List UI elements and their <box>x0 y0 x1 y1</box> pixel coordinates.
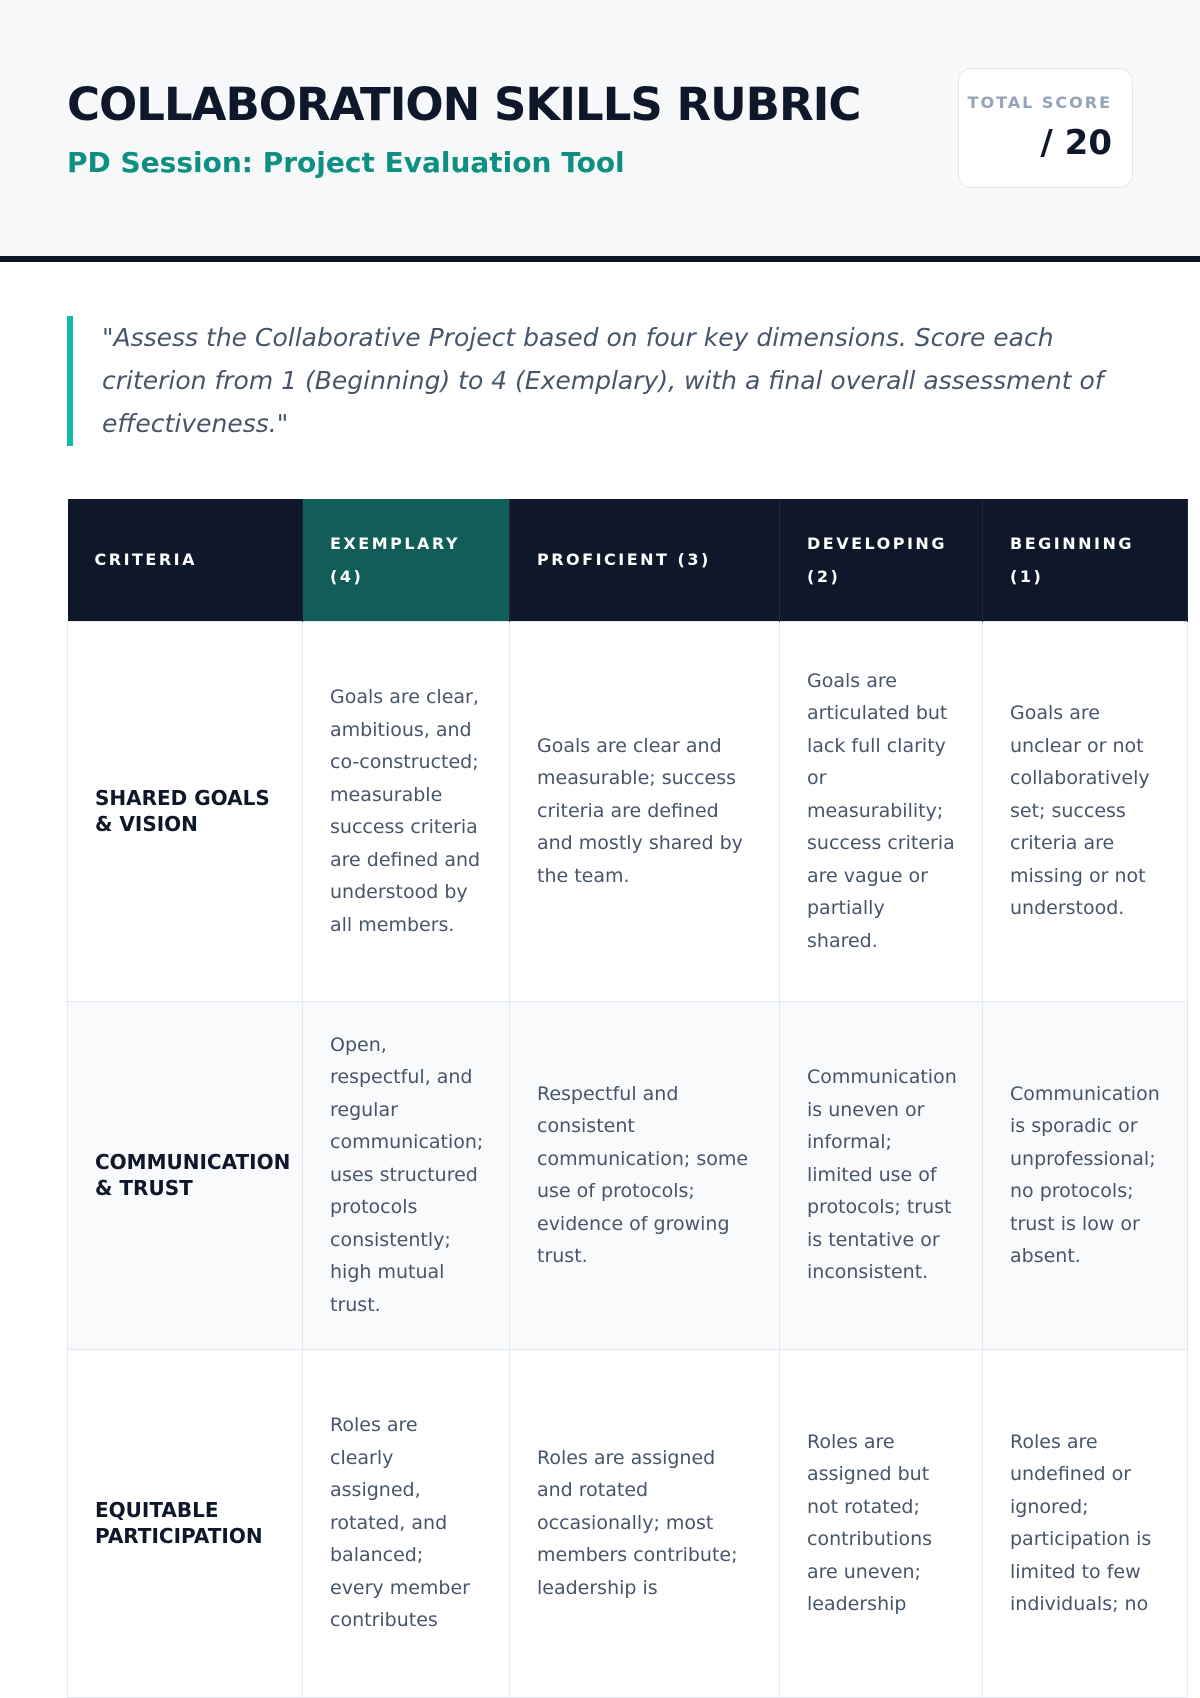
header-proficient: PROFICIENT (3) <box>510 499 780 621</box>
criteria-cell: EQUITABLE PARTICIPATION <box>68 1349 303 1697</box>
total-score-label: TOTAL SCORE <box>967 93 1112 112</box>
total-score-value: / 20 <box>1040 123 1112 163</box>
intro-quote <box>67 316 1127 446</box>
criteria-cell: COMMUNICATION & TRUST <box>68 1001 303 1349</box>
developing-cell: Roles are assigned but not rotated; contributions are uneven; leadership <box>780 1349 983 1697</box>
table-row <box>68 1001 1188 1349</box>
criteria-cell: SHARED GOALS & VISION <box>68 621 303 1001</box>
header-developing: DEVELOPING (2) <box>780 499 983 621</box>
header-criteria: CRITERIA <box>68 499 303 621</box>
table-row <box>68 621 1188 1001</box>
table-row <box>68 1349 1188 1697</box>
page-subtitle: PD Session: Project Evaluation Tool <box>67 146 625 179</box>
proficient-cell: Goals are clear and measurable; success criteria are defined and mostly shared by the team. <box>510 621 780 1001</box>
developing-cell: Goals are articulated but lack full clarity or measurability; success criteria are vague or partially shared. <box>780 621 983 1001</box>
exemplary-cell: Roles are clearly assigned, rotated, and balanced; every member contributes <box>303 1349 510 1697</box>
proficient-cell: Respectful and consistent communication; some use of protocols; evidence of growing trust. <box>510 1001 780 1349</box>
beginning-cell: Roles are undefined or ignored; participation is limited to few individuals; no <box>983 1349 1188 1697</box>
total-score-box <box>958 68 1133 188</box>
proficient-cell: Roles are assigned and rotated occasionally; most members contribute; leadership is <box>510 1349 780 1697</box>
rubric-header-row <box>68 499 1188 621</box>
exemplary-cell: Goals are clear, ambitious, and co-constructed; measurable success criteria are defined and understood by all members. <box>303 621 510 1001</box>
developing-cell: Communication is uneven or informal; limited use of protocols; trust is tentative or inconsistent. <box>780 1001 983 1349</box>
rubric-table <box>67 499 1188 1698</box>
beginning-cell: Goals are unclear or not collaboratively set; success criteria are missing or not understood. <box>983 621 1188 1001</box>
intro-quote-text: "Assess the Collaborative Project based on four key dimensions. Score each criterion from 1 (Beginning) to 4 (Exemplary), with a final overall assessment of effectiveness." <box>102 323 1104 438</box>
page-title: COLLABORATION SKILLS RUBRIC <box>67 78 861 131</box>
exemplary-cell: Open, respectful, and regular communication; uses structured protocols consistently; high mutual trust. <box>303 1001 510 1349</box>
page-header <box>0 0 1200 262</box>
header-beginning: BEGINNING (1) <box>983 499 1188 621</box>
header-exemplary: EXEMPLARY (4) <box>303 499 510 621</box>
beginning-cell: Communication is sporadic or unprofessional; no protocols; trust is low or absent. <box>983 1001 1188 1349</box>
